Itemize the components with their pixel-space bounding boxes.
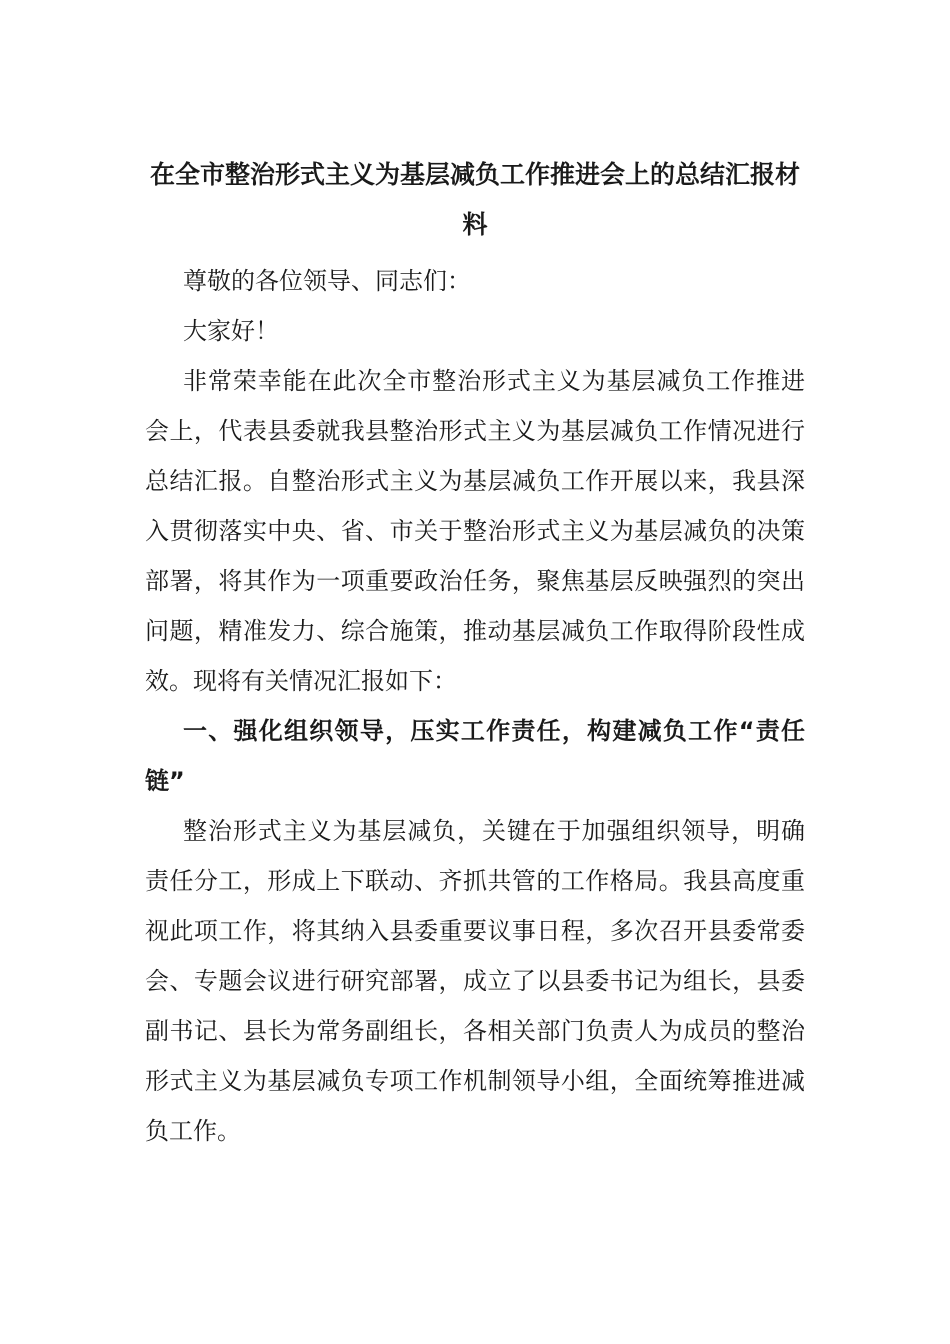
document-body — [145, 150, 805, 1156]
document-title: 在全市整治形式主义为基层减负工作推进会上的总结汇报材料 — [149, 160, 800, 239]
section-1-heading: 一、强化组织领导，压实工作责任，构建减负工作“责任链” — [145, 717, 805, 795]
greeting-paragraph: 大家好！ — [183, 317, 279, 345]
salutation-paragraph: 尊敬的各位领导、同志们： — [183, 267, 471, 295]
section-1-body: 整治形式主义为基层减负，关键在于加强组织领导，明确责任分工，形成上下联动、齐抓共管的工作格局。我县高度重视此项工作，将其纳入县委重要议事日程，多次召开县委常委会、专题会议进行研究部署，成立了以县委书记为组长，县委副书记、县长为常务副组长，各相关部门负责人为成员的整治形式主义为基层减负专项工作机制领导小组，全面统筹推进减负工作。 — [145, 817, 805, 1145]
intro-paragraph: 非常荣幸能在此次全市整治形式主义为基层减负工作推进会上，代表县委就我县整治形式主义为基层减负工作情况进行总结汇报。自整治形式主义为基层减负工作开展以来，我县深入贯彻落实中央、省、市关于整治形式主义为基层减负的决策部署，将其作为一项重要政治任务，聚焦基层反映强烈的突出问题，精准发力、综合施策，推动基层减负工作取得阶段性成效。现将有关情况汇报如下： — [145, 367, 805, 695]
